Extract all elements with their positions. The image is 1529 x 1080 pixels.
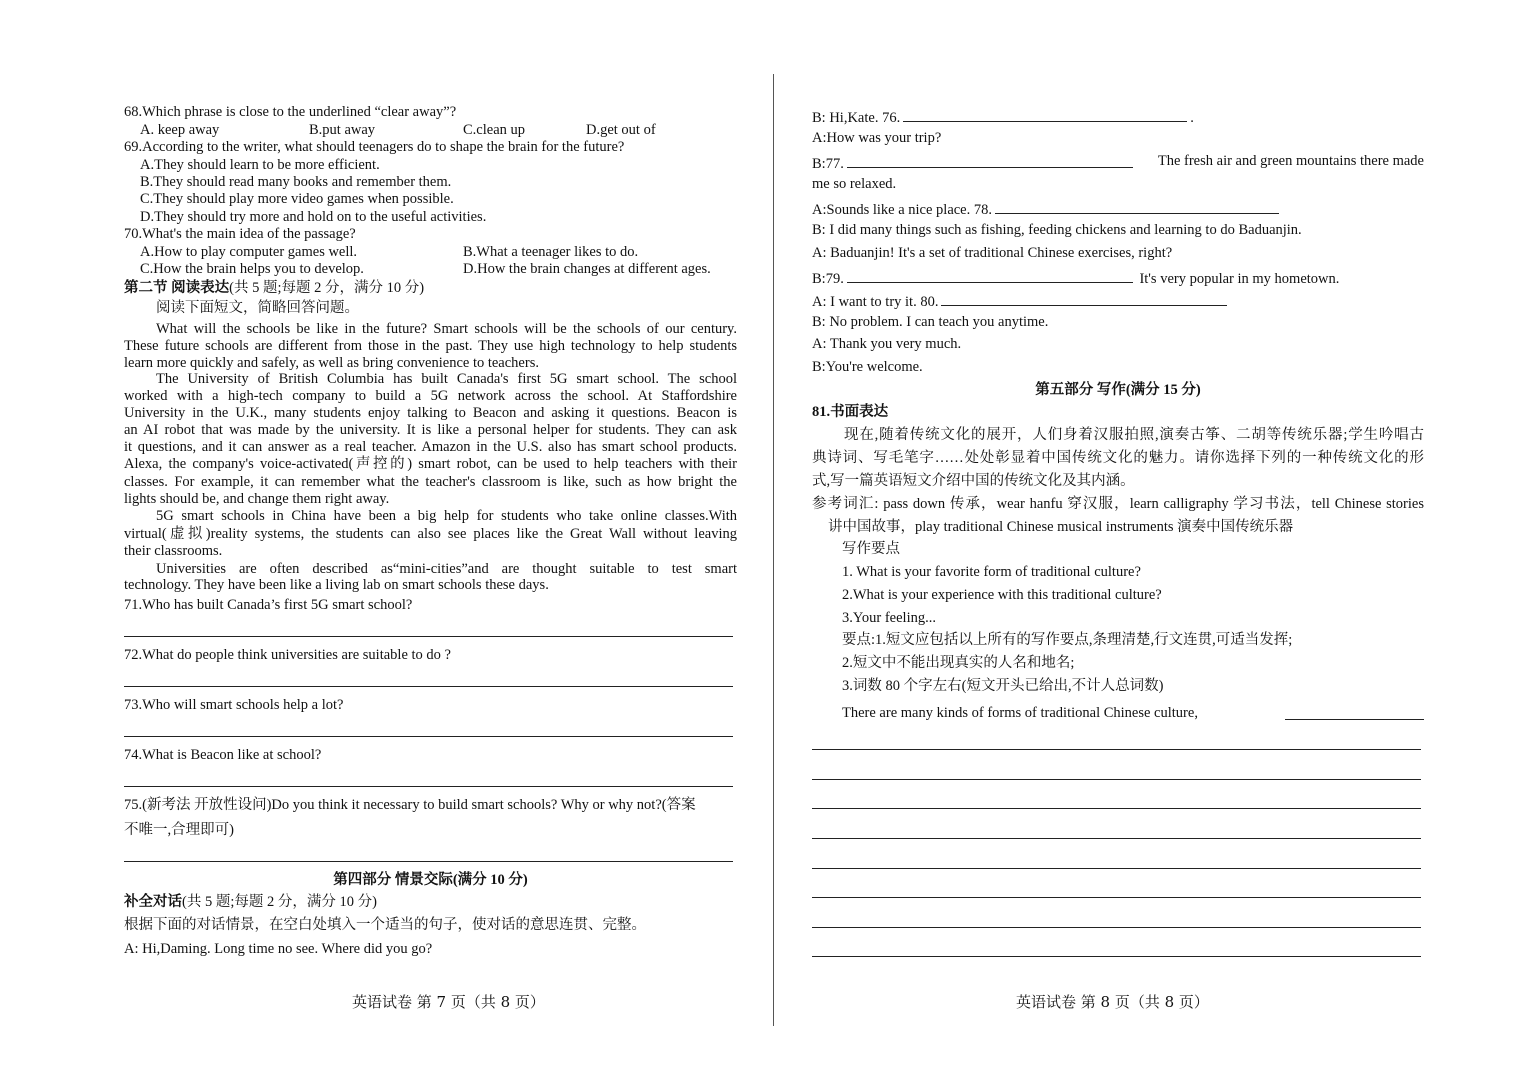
passage-line: What will the schools be like in the future? Smart schools will be the schools of our century. xyxy=(156,321,737,337)
passage-line: worked with a high-tech company to build a 5G network across the school. At Staffordshire xyxy=(124,388,737,404)
q70-option-c: C.How the brain helps you to develop. xyxy=(140,261,364,277)
q70-option-b: B.What a teenager likes to do. xyxy=(463,244,639,260)
passage-line: virtual(虚拟)reality systems, the students can also see places like the Great Wall without leaving xyxy=(124,526,737,542)
writing-line xyxy=(812,808,1421,809)
writing-line xyxy=(1285,719,1424,720)
part-4-sub-score: (共 5 题;每题 2 分，满分 10 分) xyxy=(182,894,377,910)
dialog-line-b77-cont: me so relaxed. xyxy=(812,176,897,192)
question-68-stem: 68.Which phrase is close to the underlined “clear away”? xyxy=(124,104,457,120)
question-72: 72.What do people think universities are suitable to do ? xyxy=(124,647,451,663)
dialog-a80-text: A: I want to try it. 80. xyxy=(812,294,939,310)
question-75-line-2: 不唯一,合理即可) xyxy=(124,822,234,838)
answer-line-75 xyxy=(124,861,733,862)
dialog-line-b79 xyxy=(812,268,1339,288)
writing-line xyxy=(812,749,1421,750)
writing-vocab-line: 参考词汇: pass down 传承，wear hanfu 穿汉服，learn calligraphy 学习书法，tell Chinese stories xyxy=(812,496,1424,512)
part-4-instruction: 根据下面的对话情景，在空白处填入一个适当的句子，使对话的意思连贯、完整。 xyxy=(124,917,646,933)
writing-intro-line: 式,写一篇英语短文介绍中国的传统文化及其内涵。 xyxy=(812,473,1135,489)
answer-line-71 xyxy=(124,636,733,637)
blank-80 xyxy=(941,291,1227,306)
blank-79 xyxy=(847,268,1133,283)
q69-option-b: B.They should read many books and remember them. xyxy=(140,174,452,190)
dialog-line-b76: B: Hi,Kate. 76. . xyxy=(812,107,1194,127)
question-69-stem: 69.According to the writer, what should teenagers do to shape the brain for the future? xyxy=(124,139,625,155)
passage-line: it questions, and it can answer as a real teacher. Amazon in the U.S. also has smart school products. xyxy=(124,439,737,455)
writing-intro-line: 现在,随着传统文化的展开，人们身着汉服拍照,演奏古筝、二胡等传统乐器;学生吟唱古 xyxy=(844,427,1424,443)
writing-line xyxy=(812,779,1421,780)
writing-opening-sentence: There are many kinds of forms of traditional Chinese culture, xyxy=(842,705,1198,721)
section-2-title: 第二节 阅读表达 xyxy=(124,280,230,296)
q69-option-d: D.They should try more and hold on to the useful activities. xyxy=(140,209,487,225)
dialog-b77-after: The fresh air and green mountains there made xyxy=(1157,153,1424,169)
dialog-line-b-welcome: B:You're welcome. xyxy=(812,359,923,375)
dialog-line-b-noproblem: B: No problem. I can teach you anytime. xyxy=(812,314,1049,330)
dialog-b79-text: B:79. xyxy=(812,271,844,287)
part-4-subheading xyxy=(124,894,377,911)
part-5-title: 第五部分 写作(满分 15 分) xyxy=(1035,382,1201,398)
dialog-b79-after: It's very popular in my hometown. xyxy=(1139,271,1340,287)
passage-line: learn more quickly and safely, as well as bring convenience to teachers. xyxy=(124,355,539,371)
part-4-title: 第四部分 情景交际(满分 10 分) xyxy=(333,872,528,888)
passage-line: an AI robot that was made by the university. It is like a personal helper for students. They can ask xyxy=(124,422,737,438)
dialog-line-a-thanks: A: Thank you very much. xyxy=(812,336,962,352)
dialog-b76-text: B: Hi,Kate. 76. xyxy=(812,110,901,126)
dialog-line-a1: A: Hi,Daming. Long time no see. Where did you go? xyxy=(124,941,433,957)
page-divider xyxy=(773,74,774,1026)
q68-option-c: C.clean up xyxy=(463,122,526,138)
writing-intro-line: 典诗词、写毛笔字……处处彰显着中国传统文化的魅力。请你选择下列的一种传统文化的形 xyxy=(812,450,1424,466)
writing-requirement: 要点:1.短文应包括以上所有的写作要点,条理清楚,行文连贯,可适当发挥; xyxy=(842,632,1293,648)
writing-point: 3.Your feeling... xyxy=(842,610,936,626)
writing-point: 1. What is your favorite form of traditional culture? xyxy=(842,564,1141,580)
q68-option-a: A. keep away xyxy=(140,122,220,138)
answer-line-72 xyxy=(124,686,733,687)
dialog-a78-text: A:Sounds like a nice place. 78. xyxy=(812,202,992,218)
writing-line xyxy=(812,838,1421,839)
q68-option-b: B.put away xyxy=(309,122,376,138)
question-81-label: 81.书面表达 xyxy=(812,404,889,420)
dialog-line-b-things: B: I did many things such as fishing, feeding chickens and learning to do Baduanjin. xyxy=(812,222,1302,238)
q70-option-d: D.How the brain changes at different ages. xyxy=(463,261,711,277)
section-2-score: (共 5 题;每题 2 分，满分 10 分) xyxy=(229,280,425,296)
question-71: 71.Who has built Canada’s first 5G smart school? xyxy=(124,597,413,613)
passage-line: Universities are often described as“mini-cities”and are thought suitable to test smart xyxy=(156,561,737,577)
passage-line: classes. For example, it can remember what the teacher's classroom is like, such as how bright the xyxy=(124,474,737,490)
dialog-line-a-trip: A:How was your trip? xyxy=(812,130,942,146)
passage-line: Alexa, the company's voice-activated(声控的) smart robot, can be used to help teachers with their xyxy=(124,456,737,472)
writing-vocab-line: 讲中国故事，play traditional Chinese musical instruments 演奏中国传统乐器 xyxy=(828,519,1294,535)
writing-line xyxy=(812,868,1421,869)
part-4-sub-title: 补全对话 xyxy=(124,894,182,910)
dialog-line-a-baduanjin: A: Baduanjin! It's a set of traditional Chinese exercises, right? xyxy=(812,245,1173,261)
writing-line xyxy=(812,927,1421,928)
question-70-stem: 70.What's the main idea of the passage? xyxy=(124,226,356,242)
passage-line: The University of British Columbia has built Canada's first 5G smart school. The school xyxy=(156,371,737,387)
answer-line-73 xyxy=(124,736,733,737)
passage-line: technology. They have been like a living lab on smart schools these days. xyxy=(124,577,549,593)
passage-line: These future schools are different from those in the past. They use high technology to help students xyxy=(124,338,737,354)
q68-option-d: D.get out of xyxy=(586,122,656,138)
answer-line-74 xyxy=(124,786,733,787)
section-2-instruction: 阅读下面短文，简略回答问题。 xyxy=(156,300,359,316)
question-75-line-1: 75.(新考法 开放性设问)Do you think it necessary to build smart schools? Why or why not?(答案 xyxy=(124,797,696,813)
blank-76 xyxy=(903,107,1187,122)
blank-78 xyxy=(995,199,1279,214)
blank-77 xyxy=(847,153,1133,168)
q70-option-a: A.How to play computer games well. xyxy=(140,244,358,260)
passage-line: their classrooms. xyxy=(124,543,223,559)
writing-point: 2.What is your experience with this traditional culture? xyxy=(842,587,1162,603)
passage-line: 5G smart schools in China have been a big help for students who take online classes.With xyxy=(156,508,737,524)
q69-option-c: C.They should play more video games when possible. xyxy=(140,191,454,207)
question-73: 73.Who will smart schools help a lot? xyxy=(124,697,344,713)
writing-line xyxy=(812,956,1421,957)
passage-line: University in the U.K., many students enjoy talking to Beacon and asking it questions. Beacon is xyxy=(124,405,737,421)
question-74: 74.What is Beacon like at school? xyxy=(124,747,322,763)
writing-points-title: 写作要点 xyxy=(842,541,900,557)
page-7-footer: 英语试卷 第 7 页（共 8 页） xyxy=(352,993,545,1011)
q69-option-a: A.They should learn to be more efficient. xyxy=(140,157,380,173)
writing-line xyxy=(812,897,1421,898)
dialog-line-a78 xyxy=(812,199,1282,219)
page-8-footer: 英语试卷 第 8 页（共 8 页） xyxy=(1016,993,1209,1011)
dialog-b77-text: B:77. xyxy=(812,156,844,172)
writing-requirement: 2.短文中不能出现真实的人名和地名; xyxy=(842,655,1075,671)
passage-line: lights should be, and change them right away. xyxy=(124,491,390,507)
section-2-heading xyxy=(124,280,424,297)
writing-requirement: 3.词数 80 个字左右(短文开头已给出,不计人总词数) xyxy=(842,678,1164,694)
dialog-line-a80 xyxy=(812,291,1230,311)
dialog-line-b77 xyxy=(812,153,1424,173)
